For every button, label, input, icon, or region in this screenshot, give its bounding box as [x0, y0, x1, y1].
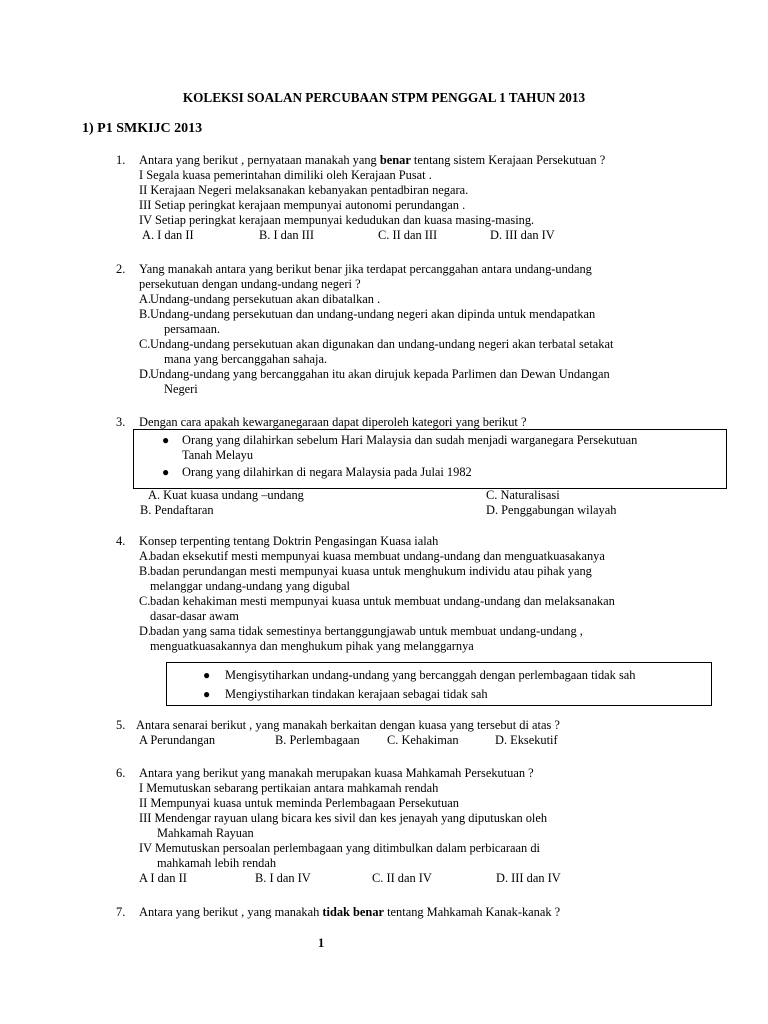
choice-d: D. Eksekutif: [495, 733, 558, 747]
choice-a: A I dan II: [139, 871, 187, 885]
answer-choices: [139, 871, 716, 886]
question-number: 3.: [116, 415, 126, 429]
question-1: [116, 153, 716, 243]
bullet-item: ● Mengiystiharkan tindakan kerajaan sebagai tidak sah: [203, 687, 488, 701]
choice-c: C. Kehakiman: [387, 733, 459, 747]
question-2: [116, 262, 716, 397]
statement-item: I Segala kuasa pemerintahan dimiliki oleh Kerajaan Pusat .: [139, 168, 432, 182]
option-d: D. badan yang sama tidak semestinya bertanggungjawab untuk membuat undang-undang , menguatkuasakannya dan menghukum pihak yang melanggarnya: [139, 624, 583, 653]
bullet-item: ● Orang yang dilahirkan di negara Malaysia pada Julai 1982: [162, 465, 472, 479]
choice-b: B. I dan III: [259, 228, 315, 242]
answer-choices-row2: [140, 503, 710, 518]
category-box: [133, 429, 727, 489]
document-title: KOLEKSI SOALAN PERCUBAAN STPM PENGGAL 1 TAHUN 2013: [182, 90, 586, 105]
option-b: B. badan perundangan mesti mempunyai kuasa untuk menghukum individu atau pihak yang melanggar undang-undang yang digubal: [139, 564, 592, 593]
choice-b: B. Pendaftaran: [140, 503, 214, 517]
question-text: Antara senarai berikut , yang manakah berkaitan dengan kuasa yang tersebut di atas ?: [136, 718, 560, 732]
question-text: Antara yang berikut , yang manakah tidak benar tentang Mahkamah Kanak-kanak ?: [139, 905, 561, 919]
question-text: Konsep terpenting tentang Doktrin Pengasingan Kuasa ialah: [139, 534, 439, 548]
choice-d: D. III dan IV: [496, 871, 561, 885]
question-number: 2.: [116, 262, 126, 276]
question-number: 7.: [116, 905, 126, 919]
option-d: D. Undang-undang yang bercanggahan itu akan dirujuk kepada Parlimen dan Dewan Undangan Negeri: [139, 367, 610, 396]
bullet-icon: ●: [203, 687, 211, 701]
question-4: [116, 534, 716, 654]
choice-b: B. I dan IV: [255, 871, 311, 885]
option-b: B. Undang-undang persekutuan dan undang-undang negeri akan dipinda untuk mendapatkan persamaan.: [139, 307, 596, 336]
page-number: 1: [318, 936, 325, 950]
answer-choices: [142, 228, 716, 243]
option-a: A. Undang-undang persekutuan akan dibatalkan .: [139, 292, 381, 306]
question-text: Yang manakah antara yang berikut benar jika terdapat percanggahan antara undang-undang: [139, 262, 592, 276]
bullet-icon: ●: [162, 465, 170, 479]
choice-c: C. II dan III: [378, 228, 438, 242]
bullet-item: ● Orang yang dilahirkan sebelum Hari Malaysia dan sudah menjadi warganegara Persekutuan Tanah Melayu: [162, 433, 638, 462]
question-5: [116, 718, 716, 748]
bullet-icon: ●: [162, 433, 170, 447]
question-text-cont: persekutuan dengan undang-undang negeri ?: [139, 277, 361, 291]
bullet-icon: ●: [203, 668, 211, 682]
statement-item: I Memutuskan sebarang pertikaian antara mahkamah rendah: [139, 781, 439, 795]
statement-item-cont: Mahkamah Rayuan: [157, 826, 254, 840]
choice-a: A Perundangan: [139, 733, 216, 747]
statement-item: IV Setiap peringkat kerajaan mempunyai kedudukan dan kuasa masing-masing.: [139, 213, 535, 227]
choice-d: D. Penggabungan wilayah: [486, 503, 617, 517]
bullet-item: ● Mengisytiharkan undang-undang yang bercanggah dengan perlembagaan tidak sah: [203, 668, 636, 682]
statement-item: II Mempunyai kuasa untuk meminda Perlembagaan Persekutuan: [139, 796, 460, 810]
option-c: C. Undang-undang persekutuan akan digunakan dan undang-undang negeri akan terbatal setakat mana yang bercanggahan sahaja.: [139, 337, 614, 366]
choice-b: B. Perlembagaan: [275, 733, 360, 747]
question-6: [116, 766, 716, 886]
question-number: 5.: [116, 718, 126, 732]
answer-choices-row1: [148, 488, 708, 503]
question-text: Antara yang berikut yang manakah merupakan kuasa Mahkamah Persekutuan ?: [139, 766, 534, 780]
answer-choices: [139, 733, 716, 748]
statement-item: III Setiap peringkat kerajaan mempunyai autonomi perundangan .: [139, 198, 466, 212]
question-7: [116, 905, 716, 920]
option-c: C. badan kehakiman mesti mempunyai kuasa untuk membuat undang-undang dan melaksanakan dasar-dasar awam: [139, 594, 615, 623]
question-number: 1.: [116, 153, 126, 167]
section-heading: 1) P1 SMKIJC 2013: [82, 121, 203, 136]
choice-c: C. II dan IV: [372, 871, 432, 885]
statement-item: IV Memutuskan persoalan perlembagaan yang ditimbulkan dalam perbicaraan di: [139, 841, 540, 855]
statement-item: III Mendengar rayuan ulang bicara kes sivil dan kes jenayah yang diputuskan oleh: [139, 811, 548, 825]
powers-box: [166, 662, 712, 706]
question-text: Antara yang berikut , pernyataan manakah yang benar tentang sistem Kerajaan Persekutuan ?: [139, 153, 606, 167]
statement-item-cont: mahkamah lebih rendah: [157, 856, 277, 870]
option-a: A. badan eksekutif mesti mempunyai kuasa membuat undang-undang dan menguatkuasakanya: [139, 549, 605, 563]
choice-a: A. Kuat kuasa undang –undang: [148, 488, 304, 502]
question-text: Dengan cara apakah kewarganegaraan dapat diperoleh kategori yang berikut ?: [139, 415, 527, 429]
question-3: [116, 415, 716, 430]
choice-d: D. III dan IV: [490, 228, 555, 242]
choice-a: A. I dan II: [142, 228, 194, 242]
question-number: 6.: [116, 766, 126, 780]
statement-item: II Kerajaan Negeri melaksanakan kebanyakan pentadbiran negara.: [139, 183, 469, 197]
choice-c: C. Naturalisasi: [486, 488, 560, 502]
question-number: 4.: [116, 534, 126, 548]
